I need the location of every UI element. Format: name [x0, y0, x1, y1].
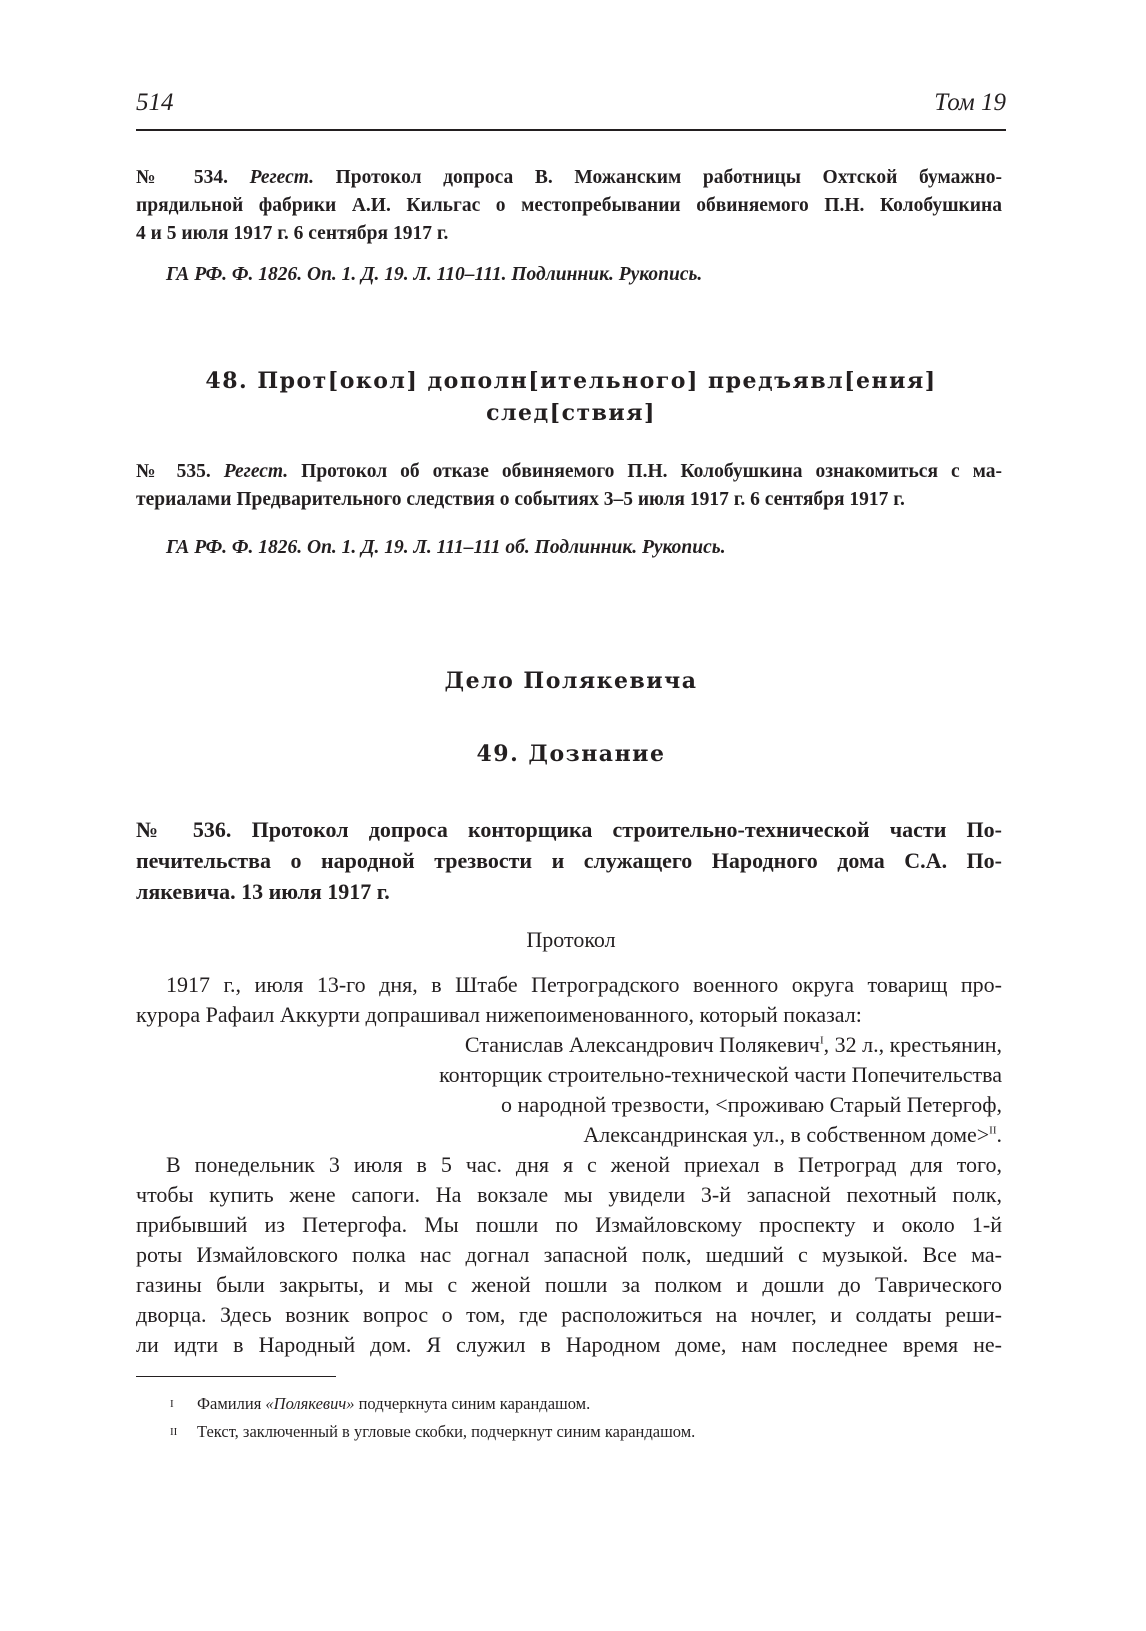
witness-block: [300, 1030, 1002, 1150]
document-536-title: [136, 814, 1002, 907]
regest-535: [136, 458, 1002, 514]
footnote-ref: I: [819, 1034, 824, 1047]
section-heading-line: след[ствия]: [486, 400, 656, 426]
regest-number: № 535.: [136, 461, 211, 482]
body-line: газины были закрыты, и мы с женой пошли за полком и дошли до Таврического: [136, 1272, 1002, 1297]
testimony-body: [136, 1150, 1002, 1360]
regest-label: Регест.: [223, 461, 289, 482]
section-49-heading: 49. Дознание: [476, 741, 666, 767]
regest-text-line: 4 и 5 июля 1917 г. 6 сентября 1917 г.: [136, 223, 449, 244]
body-line: дворца. Здесь возник вопрос о том, где расположиться на ночлег, и солдаты реши-: [136, 1302, 1002, 1327]
title-line: лякевича. 13 июля 1917 г.: [136, 879, 390, 904]
archive-reference-535: ГА РФ. Ф. 1826. Оп. 1. Д. 19. Л. 111–111 об. Подлинник. Рукопись.: [166, 537, 726, 558]
footnote-ref: II: [989, 1124, 997, 1137]
body-line: В понедельник 3 июля в 5 час. дня я с женой приехал в Петроград для того,: [166, 1152, 1002, 1177]
regest-text-line: териалами Предварительного следствия о событиях 3–5 июля 1917 г. 6 сентября 1917 г.: [136, 489, 905, 510]
archive-reference-534: ГА РФ. Ф. 1826. Оп. 1. Д. 19. Л. 110–111. Подлинник. Рукопись.: [166, 264, 703, 285]
witness-line: Александринская ул., в собственном доме>$^{II}$.: [583, 1122, 1002, 1147]
intro-line: 1917 г., июля 13-го дня, в Штабе Петроградского военного округа товарищ про-: [166, 972, 1002, 997]
section-48-heading: [136, 365, 1006, 429]
intro-line: курора Рафаил Аккурти допрашивал нижепоименованного, который показал:: [136, 1002, 862, 1027]
header-rule: [136, 129, 1006, 131]
footnote-1: I Фамилия «Полякевич» подчеркнута синим карандашом.: [170, 1394, 591, 1413]
body-line: чтобы купить жене сапоги. На вокзале мы увидели 3-й запасной пехотный полк,: [136, 1182, 1002, 1207]
footnote-rule: [136, 1376, 336, 1377]
page-number: 514: [136, 89, 174, 116]
regest-text-line: Протокол допроса В. Можанским работницы Охтской бумажно-: [335, 167, 1002, 188]
regest-text-line: прядильной фабрики А.И. Кильгас о местопребывании обвиняемого П.Н. Колобушкина: [136, 195, 1002, 216]
witness-line: конторщик строительно-технической части Попечительства: [439, 1062, 1002, 1087]
title-line: печительства о народной трезвости и служащего Народного дома С.А. По-: [136, 848, 1002, 873]
regest-number: № 534.: [136, 167, 229, 188]
footnote-2: II Текст, заключенный в угловые скобки, подчеркнут синим карандашом.: [170, 1422, 696, 1441]
body-line: роты Измайловского полка нас догнал запасной полк, шедший с музыкой. Все ма-: [136, 1242, 1002, 1267]
title-line: № 536. Протокол допроса конторщика строительно-технической части По-: [136, 817, 1002, 842]
witness-line: Станислав Александрович Полякевич$^I$, 32 л., крестьянин,: [464, 1032, 1002, 1057]
footnote-mark: I: [170, 1398, 174, 1410]
body-line: ли идти в Народный дом. Я служил в Народном доме, нам последнее время не-: [136, 1332, 1002, 1357]
protocol-intro: [136, 970, 1002, 1030]
footnote-mark: II: [170, 1426, 178, 1438]
section-heading-line: 48. Прот[окол] дополн[ительного] предъявл[ения]: [205, 368, 937, 394]
case-title: Дело Полякевича: [444, 668, 698, 694]
body-line: прибывший из Петергофа. Мы пошли по Измайловскому проспекту и около 1-й: [136, 1212, 1002, 1237]
witness-line: о народной трезвости, <проживаю Старый Петергоф,: [501, 1092, 1002, 1117]
regest-label: Регест.: [249, 167, 315, 188]
regest-text-line: Протокол об отказе обвиняемого П.Н. Колобушкина ознакомиться с ма-: [301, 461, 1003, 482]
regest-534: [136, 164, 1002, 248]
protocol-heading: Протокол: [526, 927, 616, 952]
volume-label: Том 19: [934, 89, 1006, 116]
